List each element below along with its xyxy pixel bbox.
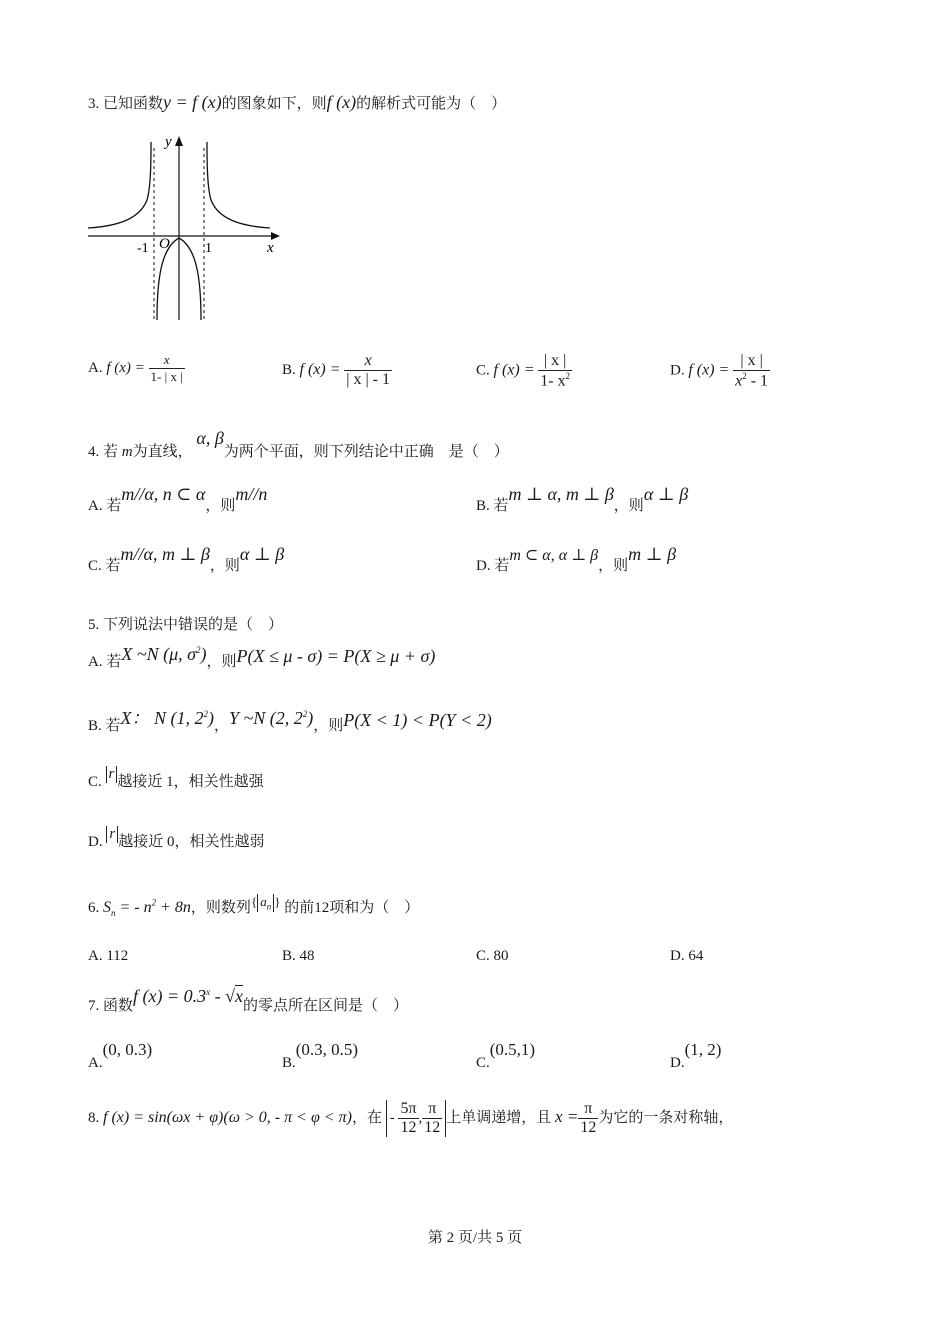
q3-option-a-fraction xyxy=(149,352,185,385)
q4-option-b[interactable] xyxy=(476,484,689,515)
q4-option-d-letter: D. 若 xyxy=(476,558,510,574)
q7-option-d-interval: (1, 2) xyxy=(684,1040,722,1059)
q5-option-b-dist1-text: X： N (1, 2 xyxy=(120,708,204,728)
q6-seq-a: a xyxy=(260,894,267,909)
q3-option-d-den: $x^2 - 1$ xyxy=(735,371,769,390)
q3-option-b-lhs: f (x) = xyxy=(299,360,341,378)
q7-sqrt-var: x xyxy=(235,986,244,1006)
q6-mid: ，则数列 xyxy=(190,900,251,916)
q4-option-b-then: ，则 xyxy=(613,498,644,514)
q4-option-d-then: ，则 xyxy=(598,558,629,574)
q8-interval: - $\frac{5\pi}{12}$ , $\frac{\pi}{12}$ xyxy=(386,1100,447,1137)
q6-formula-text: = - n xyxy=(119,899,152,916)
q5-option-b[interactable] xyxy=(88,710,492,736)
q8-mid: ，在 xyxy=(351,1109,382,1126)
q5-option-a-prefix: A. 若 xyxy=(88,654,122,670)
q6-prefix: 6. xyxy=(88,900,100,916)
q3-option-a-lhs: f (x) = xyxy=(106,359,145,376)
q8-mid2: 上单调递增，且 xyxy=(446,1109,552,1126)
q5-option-c[interactable] xyxy=(88,766,264,791)
q7-option-a-interval: (0, 0.3) xyxy=(102,1040,153,1059)
q4-option-b-cond: m ⊥ α, m ⊥ β xyxy=(508,484,614,504)
q8-prefix: 8. xyxy=(88,1109,100,1126)
q4-option-c[interactable] xyxy=(88,544,285,575)
q8-axis-den: 12 xyxy=(580,1119,597,1136)
q4-stem-suffix: 为两个平面，则下列结论中正确 是（ ） xyxy=(223,444,509,460)
q3-stem-suffix: 的解析式可能为（ ） xyxy=(356,96,507,112)
q5-option-c-abs-r: r xyxy=(106,766,118,783)
q6-option-d[interactable]: D. 64 xyxy=(670,948,704,964)
q3-option-c[interactable] xyxy=(476,352,572,390)
page-footer: 第 2 页/共 5 页 xyxy=(427,1230,523,1246)
q4-option-c-cond: m//α, m ⊥ β xyxy=(120,544,210,564)
q6-option-c[interactable]: C. 80 xyxy=(476,948,509,964)
q3-option-d-num: | x | xyxy=(740,352,763,369)
q3-func-y: y = f (x) xyxy=(163,92,222,112)
q6-stem xyxy=(88,896,419,918)
q5-option-b-prefix: B. 若 xyxy=(88,718,121,734)
q3-option-d[interactable] xyxy=(670,352,770,390)
q6-sn: S xyxy=(103,899,111,916)
q7-suffix: 的零点所在区间是（ ） xyxy=(243,998,409,1014)
q8-interval-sign: - xyxy=(389,1109,395,1126)
q3-option-c-den: 1- $x^2$ xyxy=(540,371,571,390)
q8-formula: f (x) = sin(ωx + φ)(ω > 0, - π < φ < π) xyxy=(103,1108,352,1126)
tick-label-neg-one: -1 xyxy=(137,241,149,256)
q5-option-a-dist-text: X ~N (μ, σ xyxy=(121,644,196,664)
q5-option-d-text: 越接近 0，相关性越弱 xyxy=(118,834,265,850)
q5-option-a-dist: X ~N (μ, $\sigma^2$) xyxy=(121,644,207,664)
curve-left-branch xyxy=(88,142,151,228)
tick-label-one: 1 xyxy=(205,241,212,256)
q4-stem-mid: 为直线， xyxy=(132,444,193,460)
q3-option-d-lhs: f (x) = xyxy=(688,361,730,379)
q7-option-b-letter: B. xyxy=(282,1055,296,1071)
q7-option-a[interactable] xyxy=(88,1040,153,1072)
q7-option-c-letter: C. xyxy=(476,1055,490,1071)
q4-option-c-letter: C. 若 xyxy=(88,558,121,574)
q5-option-b-result: P(X < 1) < P(Y < 2) xyxy=(343,710,492,730)
q4-planes: α, β xyxy=(196,428,224,448)
q4-option-c-result: α ⊥ β xyxy=(239,544,285,564)
q8-interval-right xyxy=(422,1100,442,1137)
q5-option-d-prefix: D. xyxy=(88,834,103,850)
q4-option-a-then: ，则 xyxy=(205,498,236,514)
q3-graph xyxy=(85,130,285,325)
q7-prefix: 7. 函数 xyxy=(88,998,134,1014)
q7-option-b-interval: (0.3, 0.5) xyxy=(295,1040,359,1059)
q5-option-d-abs-r: r xyxy=(106,826,118,843)
q8-stem xyxy=(88,1100,733,1137)
q3-option-a[interactable] xyxy=(88,352,185,385)
q4-option-b-letter: B. 若 xyxy=(476,498,509,514)
q8-interval-left-num: 5π xyxy=(400,1100,417,1117)
q3-option-b-num: x xyxy=(364,352,372,369)
q5-option-a-then: ，则 xyxy=(206,654,237,670)
q5-option-b-then: ，则 xyxy=(313,718,344,734)
q6-option-b[interactable]: B. 48 xyxy=(282,948,315,964)
q4-option-d-cond: m ⊂ α, α ⊥ β xyxy=(509,547,599,564)
q6-sequence: { $a_n$ } xyxy=(250,894,281,912)
q7-formula-text: f (x) = 0.3 xyxy=(133,986,207,1006)
q5-option-b-comma: ， xyxy=(214,718,230,734)
y-axis-label: y xyxy=(165,134,172,150)
q8-interval-left-den: 12 xyxy=(398,1118,418,1137)
q7-option-c[interactable] xyxy=(476,1040,536,1072)
q8-interval-left xyxy=(398,1100,418,1137)
q6-option-a[interactable]: A. 112 xyxy=(88,948,129,964)
q4-option-b-result: α ⊥ β xyxy=(643,484,689,504)
q3-option-c-num: | x | xyxy=(543,352,567,369)
q5-option-d[interactable] xyxy=(88,826,265,851)
q7-option-d-letter: D. xyxy=(670,1055,685,1071)
q3-option-c-fraction xyxy=(538,352,572,390)
q8-axis-fraction xyxy=(578,1100,598,1137)
q3-option-d-den-text: x xyxy=(735,372,743,390)
q8-interval-right-num: π xyxy=(428,1100,437,1117)
q8-axis-lhs: x = xyxy=(555,1106,579,1126)
q3-option-b[interactable] xyxy=(282,352,392,389)
q6-abs-an: $a_n$ xyxy=(257,894,274,912)
q7-option-a-letter: A. xyxy=(88,1055,103,1071)
origin-label: O xyxy=(159,236,170,252)
x-axis-label: x xyxy=(267,240,274,256)
q3-option-a-den: 1- | x | xyxy=(150,369,183,384)
q5-option-c-prefix: C. xyxy=(88,774,102,790)
q3-stem-prefix: 3. 已知函数 xyxy=(88,96,164,112)
q4-stem-prefix: 4. 若 xyxy=(88,444,119,460)
q3-option-b-den: | x | - 1 xyxy=(346,371,390,388)
q6-suffix: 的前12项和为（ ） xyxy=(284,900,420,916)
curve-right-branch xyxy=(207,142,270,228)
q4-option-a-cond: m//α, n ⊂ α xyxy=(121,484,206,504)
x-axis-arrow-icon xyxy=(271,232,280,240)
q6-formula-tail: + 8n xyxy=(156,899,191,916)
q4-m-var: m xyxy=(121,444,133,460)
q3-option-c-den-text: 1- x xyxy=(540,372,566,390)
q4-option-a-letter: A. 若 xyxy=(88,498,122,514)
q8-interval-right-den: 12 xyxy=(424,1119,441,1136)
q4-stem xyxy=(88,428,509,461)
q4-option-a-result: m//n xyxy=(235,484,268,504)
q3-stem xyxy=(88,92,506,113)
q3-option-b-fraction xyxy=(344,352,392,389)
q8-suffix: 为它的一条对称轴， xyxy=(598,1109,734,1126)
q4-option-a[interactable] xyxy=(88,484,268,515)
q5-option-a-result: P(X ≤ μ - σ) = P(X ≥ μ + σ) xyxy=(236,646,436,666)
q3-option-d-fraction xyxy=(733,352,770,390)
q8-axis-num: π xyxy=(584,1100,593,1117)
y-axis-arrow-icon xyxy=(175,136,183,146)
q4-option-d-result: m ⊥ β xyxy=(628,544,677,564)
q5-option-b-dist1: X： N (1, $2^2$) xyxy=(120,708,215,728)
q3-option-c-lhs: f (x) = xyxy=(493,361,535,379)
q3-option-a-num: x xyxy=(163,352,170,367)
q3-func-f: f (x) xyxy=(326,92,357,112)
q3-option-d-letter: D. xyxy=(670,362,685,379)
q6-formula: $S_n$ = - $n^2 + 8n$ xyxy=(103,897,191,919)
q3-option-c-letter: C. xyxy=(476,362,490,379)
q5-option-c-text: 越接近 1，相关性越强 xyxy=(117,774,264,790)
q7-formula: f $(x) = 0.3^x - √x$ xyxy=(133,986,244,1006)
q5-option-a[interactable] xyxy=(88,644,436,671)
q7-option-d[interactable] xyxy=(670,1040,722,1072)
q5-option-b-dist2: Y ~N (2, $2^2$) xyxy=(229,708,314,728)
q3-option-a-letter: A. xyxy=(88,359,103,376)
q7-option-b[interactable] xyxy=(282,1040,359,1072)
q5-stem: 5. 下列说法中错误的是（ ） xyxy=(88,617,284,633)
q3-stem-mid: 的图象如下，则 xyxy=(221,96,327,112)
q7-stem xyxy=(88,986,409,1015)
q5-option-b-dist2-text: Y ~N (2, 2 xyxy=(229,708,303,728)
q7-formula-tail: - xyxy=(210,986,226,1006)
q3-option-b-letter: B. xyxy=(282,361,296,378)
q4-option-d[interactable] xyxy=(476,544,677,575)
q7-option-c-interval: (0.5,1) xyxy=(489,1040,536,1059)
q4-option-c-then: ，则 xyxy=(209,558,240,574)
